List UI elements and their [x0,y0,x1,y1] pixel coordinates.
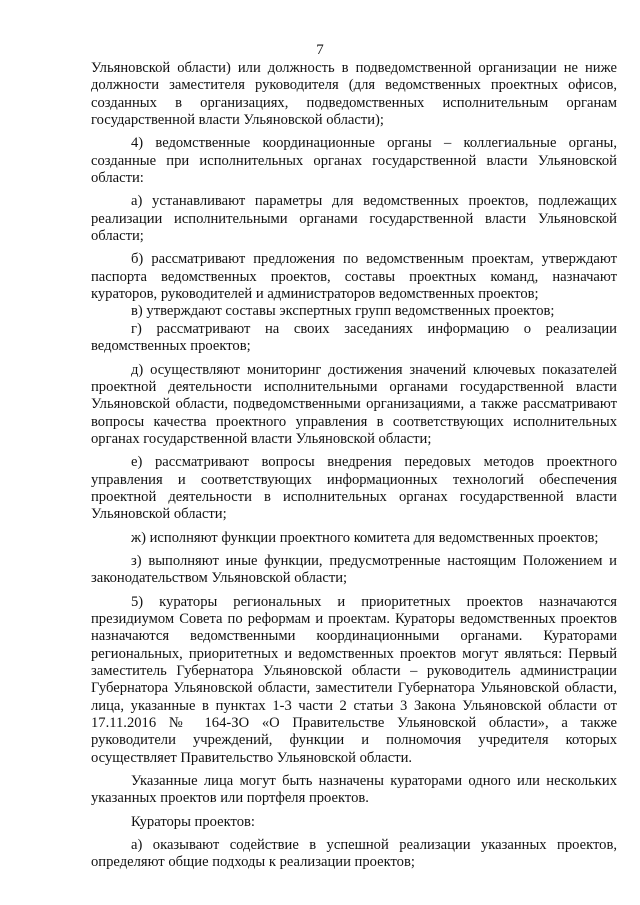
document-body [91,60,617,872]
paragraph-curators-note: Указанные лица могут быть назначены кураторами одного или нескольких указанных проектов или портфеля проектов. [91,773,617,807]
paragraph-subitem-d: д) осуществляют мониторинг достижения значений ключевых показателей проектной деятельности исполнительными органами государственной власти Ульяновской области, подведомственными организациями, а также рассматривают вопросы качества проектного управления в соответствующих исполнительных органах государственной власти Ульяновской области; [91,361,617,447]
paragraph-item-4: 4) ведомственные координационные органы – коллегиальные органы, созданные при исполнительных органах государственной власти Ульяновской области: [91,135,617,187]
paragraph-subitem-a: а) устанавливают параметры для ведомственных проектов, подлежащих реализации исполнительными органами государственной власти Ульяновской области; [91,193,617,245]
paragraph-subitem-b: б) рассматривают предложения по ведомственным проектам, утверждают паспорта ведомственных проектов, составы проектных команд, назначают кураторов, руководителей и администраторов ведомственных проектов; [91,251,617,303]
paragraph-item-5: 5) кураторы региональных и приоритетных проектов назначаются президиумом Совета по реформам и проектам. Кураторы ведомственных проектов назначаются ведомственными координационными органами. Кураторами региональных, приоритетных и ведомственных проектов могут являться: Первый заместитель Губернатора Ульяновской области – руководитель администрации Губернатора Ульяновской области, заместители Губернатора Ульяновской области, лица, указанные в пунктах 1-3 части 2 статьи 3 Закона Ульяновской области от 17.11.2016 № 164-ЗО «О Правительстве Ульяновской области», а также руководители учреждений, функции и полномочия учредителя которых осуществляет Правительство Ульяновской области. [91,593,617,766]
paragraph-subitem-g: г) рассматривают на своих заседаниях информацию о реализации ведомственных проектов; [91,320,617,355]
paragraph-curators-heading: Кураторы проектов: [131,813,255,830]
paragraph-subitem-v: в) утверждают составы экспертных групп ведомственных проектов; [131,303,555,320]
paragraph-subitem-zh: ж) исполняют функции проектного комитета для ведомственных проектов; [131,529,599,546]
paragraph-subitem-e: е) рассматривают вопросы внедрения передовых методов проектного управления и соответствующих информационных технологий обеспечения проектной деятельности в исполнительных органах государственной власти Ульяновской области; [91,454,617,523]
page-number: 7 [316,42,324,58]
paragraph-continuation: Ульяновской области) или должность в подведомственной организации не ниже должности заместителя руководителя (для ведомственных проектных офисов, созданных в организациях, подведомственных исполнительным органам государственной власти Ульяновской области); [91,60,617,129]
paragraph-curators-subitem-a: а) оказывают содействие в успешной реализации указанных проектов, определяют общие подходы к реализации проектов; [91,837,617,871]
paragraph-subitem-z: з) выполняют иные функции, предусмотренные настоящим Положением и законодательством Ульяновской области; [91,552,617,587]
